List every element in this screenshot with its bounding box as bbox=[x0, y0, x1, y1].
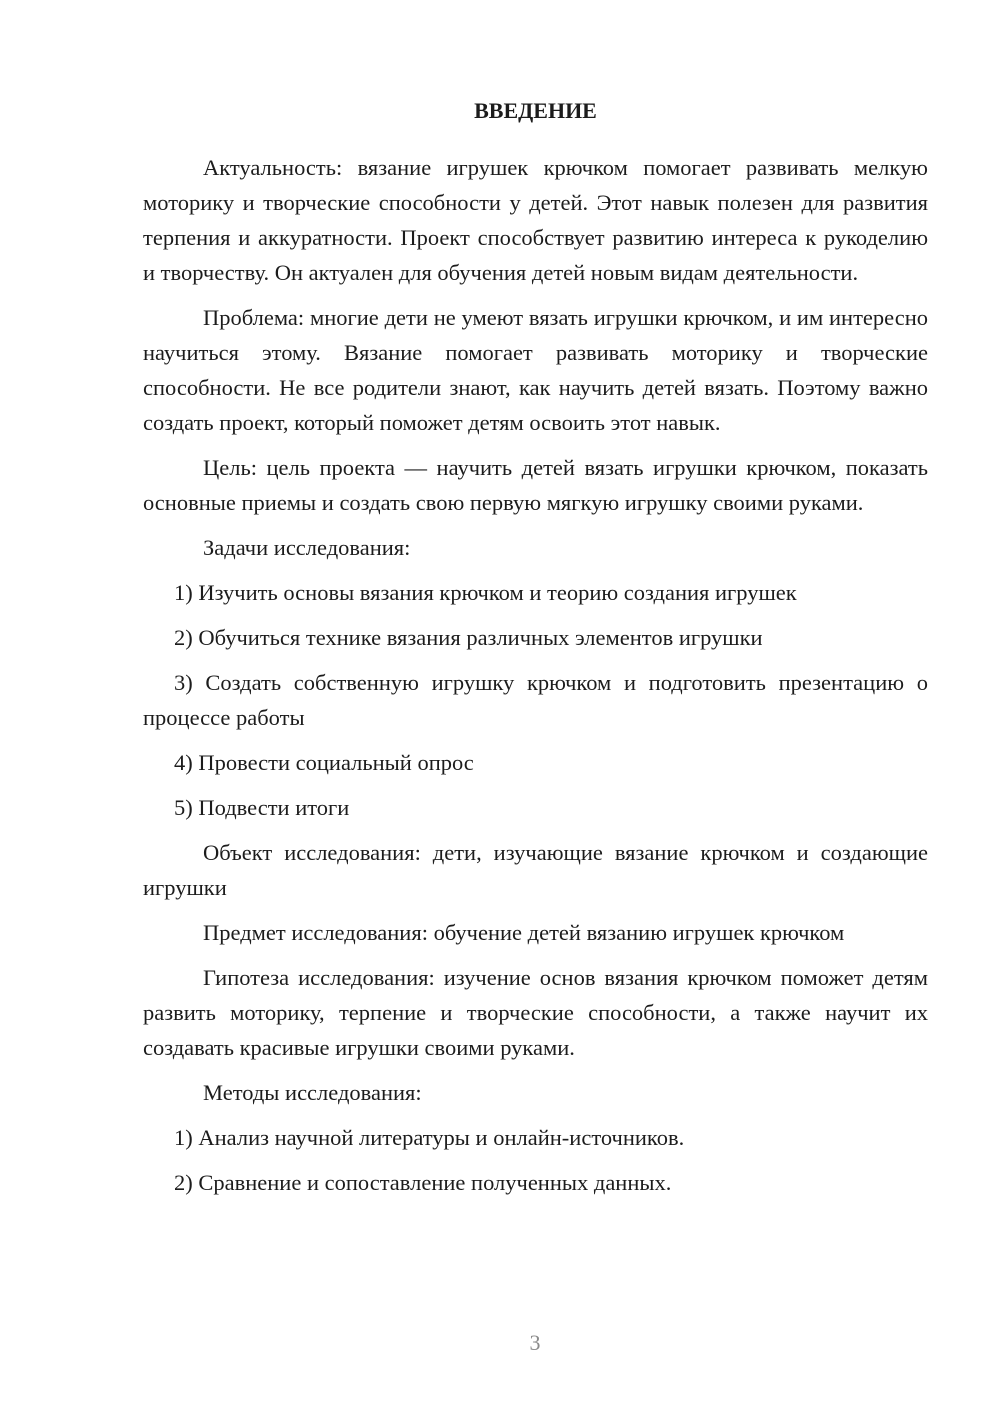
task-item-5: 5) Подвести итоги bbox=[174, 795, 350, 820]
task-item-4: 4) Провести социальный опрос bbox=[174, 750, 474, 775]
task-item-3: 3) Создать собственную игрушку крючком и подготовить презентацию о процессе работы bbox=[143, 670, 928, 730]
page-number: 3 bbox=[529, 1330, 541, 1355]
document-page bbox=[143, 92, 928, 1210]
section-title: ВВЕДЕНИЕ bbox=[474, 98, 597, 123]
paragraph-tasks-heading: Задачи исследования: bbox=[203, 535, 411, 560]
method-item-2: 2) Сравнение и сопоставление полученных данных. bbox=[174, 1170, 672, 1195]
paragraph-hypothesis: Гипотеза исследования: изучение основ вязания крючком поможет детям развить моторику, терпение и творческие способности, а также научит их создавать красивые игрушки своими руками. bbox=[143, 965, 928, 1060]
paragraph-relevance: Актуальность: вязание игрушек крючком помогает развивать мелкую моторику и творческие способности у детей. Этот навык полезен для развития терпения и аккуратности. Проект способствует развитию интереса к рукоделию и творчеству. Он актуален для обучения детей новым видам деятельности. bbox=[143, 155, 928, 285]
paragraph-object: Объект исследования: дети, изучающие вязание крючком и создающие игрушки bbox=[143, 840, 928, 900]
paragraph-methods-heading: Методы исследования: bbox=[203, 1080, 422, 1105]
task-item-1: 1) Изучить основы вязания крючком и теорию создания игрушек bbox=[174, 580, 797, 605]
paragraph-goal: Цель: цель проекта — научить детей вязать игрушки крючком, показать основные приемы и создать свою первую мягкую игрушку своими руками. bbox=[143, 455, 928, 515]
method-item-1: 1) Анализ научной литературы и онлайн-источников. bbox=[174, 1125, 685, 1150]
task-item-2: 2) Обучиться технике вязания различных элементов игрушки bbox=[174, 625, 763, 650]
paragraph-subject: Предмет исследования: обучение детей вязанию игрушек крючком bbox=[203, 920, 845, 945]
paragraph-problem: Проблема: многие дети не умеют вязать игрушки крючком, и им интересно научиться этому. Вязание помогает развивать моторику и творческие способности. Не все родители знают, как научить детей вязать. Поэтому важно создать проект, который поможет детям освоить этот навык. bbox=[143, 305, 928, 435]
